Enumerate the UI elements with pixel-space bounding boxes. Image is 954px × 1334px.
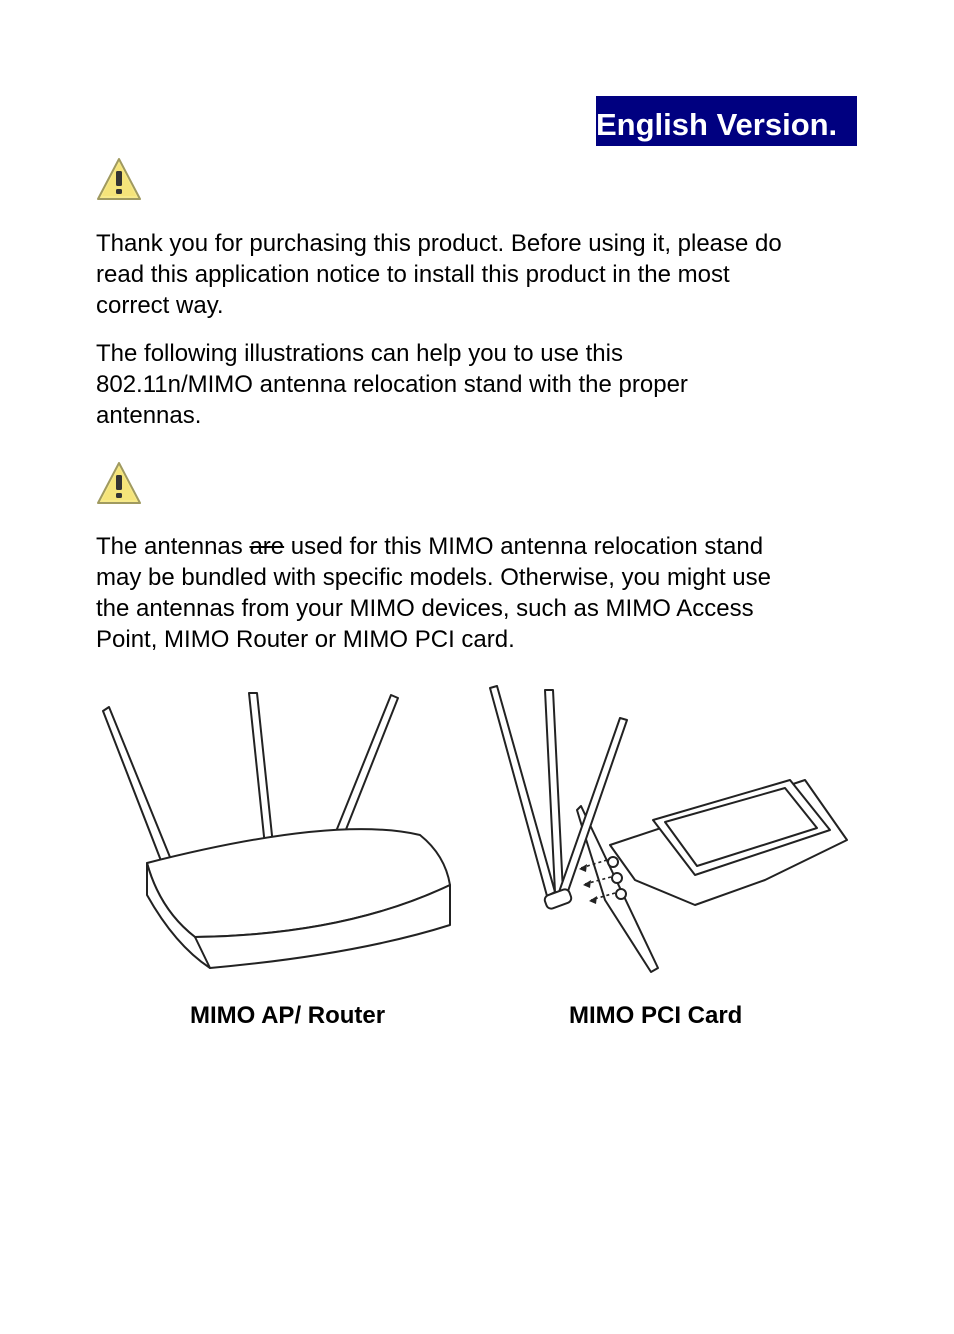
router-caption: MIMO AP/ Router — [190, 1002, 386, 1029]
version-label: English Version. — [596, 107, 838, 142]
struck-word: are — [249, 533, 285, 560]
antennas-note-start: The antennas — [96, 533, 250, 560]
pci-card-caption: MIMO PCI Card — [569, 1002, 743, 1029]
antennas-note — [96, 531, 876, 655]
version-badge — [596, 96, 857, 146]
intro-paragraph-2: The following illustrations can help you to use this 802.11n/MIMO antenna relocation stand with the proper antennas. — [96, 340, 688, 429]
warning-icon — [95, 156, 143, 204]
antennas-note-rest: used for this MIMO antenna relocation stand may be bundled with specific models. Otherwise, you might use the antennas from your MIMO devices, such as MIMO Access Point, MIMO Router or MIMO PCI card. — [96, 533, 771, 653]
warning-icon — [95, 460, 143, 508]
pci-card-illustration — [485, 680, 855, 975]
intro-paragraph-1: Thank you for purchasing this product. Before using it, please do read this application notice to install this product in the most correct way. — [96, 230, 782, 319]
router-illustration — [95, 685, 455, 975]
